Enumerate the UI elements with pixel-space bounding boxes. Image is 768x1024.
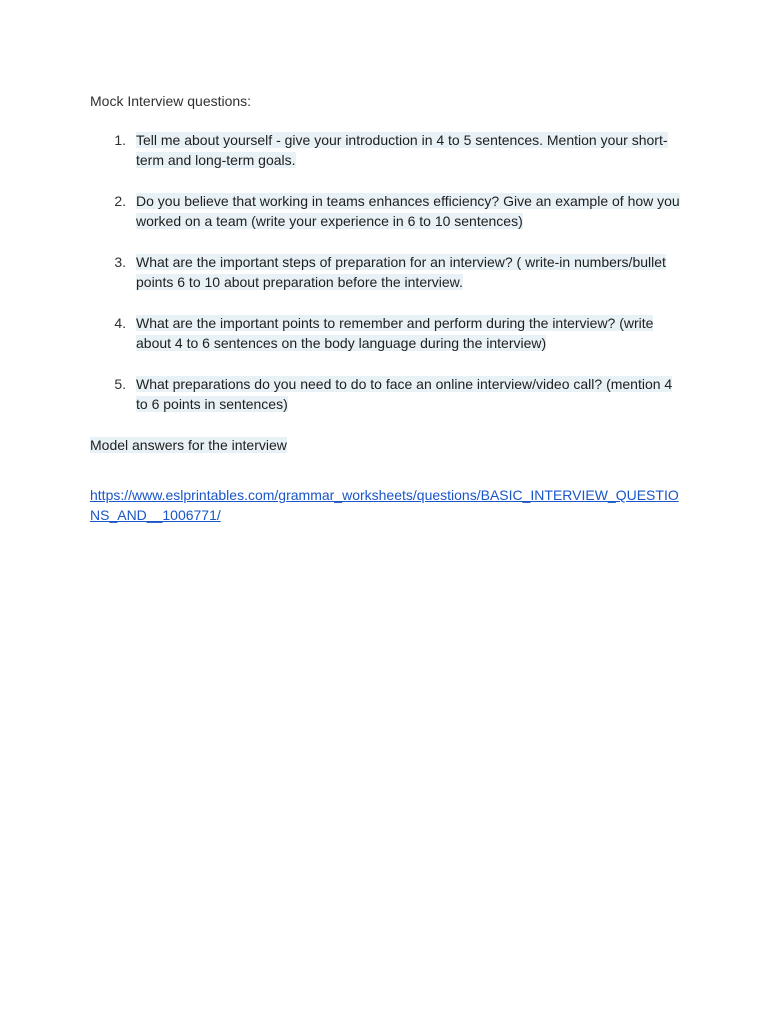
reference-link-block <box>90 485 680 525</box>
question-text <box>136 374 680 414</box>
question-number: 2. <box>114 193 126 209</box>
question-number: 5. <box>114 376 126 392</box>
question-number: 1. <box>114 132 126 148</box>
reference-link[interactable]: https://www.eslprintables.com/grammar_worksheets/questions/BASIC_INTERVIEW_QUESTIONS_AND__1006771/ <box>90 487 679 523</box>
question-text-content: What are the important points to remember and perform during the interview? (write about 4 to 6 sentences on the body language during the interview) <box>136 315 654 351</box>
list-item <box>90 130 680 170</box>
model-answers-text: Model answers for the interview <box>90 437 287 453</box>
question-text-content: Tell me about yourself - give your introduction in 4 to 5 sentences. Mention your short-term and long-term goals. <box>136 132 668 168</box>
document-heading: Mock Interview questions: <box>90 93 252 109</box>
question-text-content: What are the important steps of preparation for an interview? ( write-in numbers/bullet points 6 to 10 about preparation before the interview. <box>136 254 666 290</box>
question-text <box>136 252 680 292</box>
question-text-content: What preparations do you need to do to face an online interview/video call? (mention 4 to 6 points in sentences) <box>136 376 673 412</box>
list-item <box>90 191 680 231</box>
question-text <box>136 191 680 231</box>
list-item <box>90 313 680 353</box>
question-text-content: Do you believe that working in teams enhances efficiency? Give an example of how you worked on a team (write your experience in 6 to 10 sentences) <box>136 193 680 229</box>
question-list <box>90 130 680 414</box>
question-text <box>136 313 680 353</box>
list-item <box>90 374 680 414</box>
question-text <box>136 130 680 170</box>
question-number: 3. <box>114 254 126 270</box>
model-answers-label <box>90 435 680 455</box>
question-number: 4. <box>114 315 126 331</box>
list-item <box>90 252 680 292</box>
